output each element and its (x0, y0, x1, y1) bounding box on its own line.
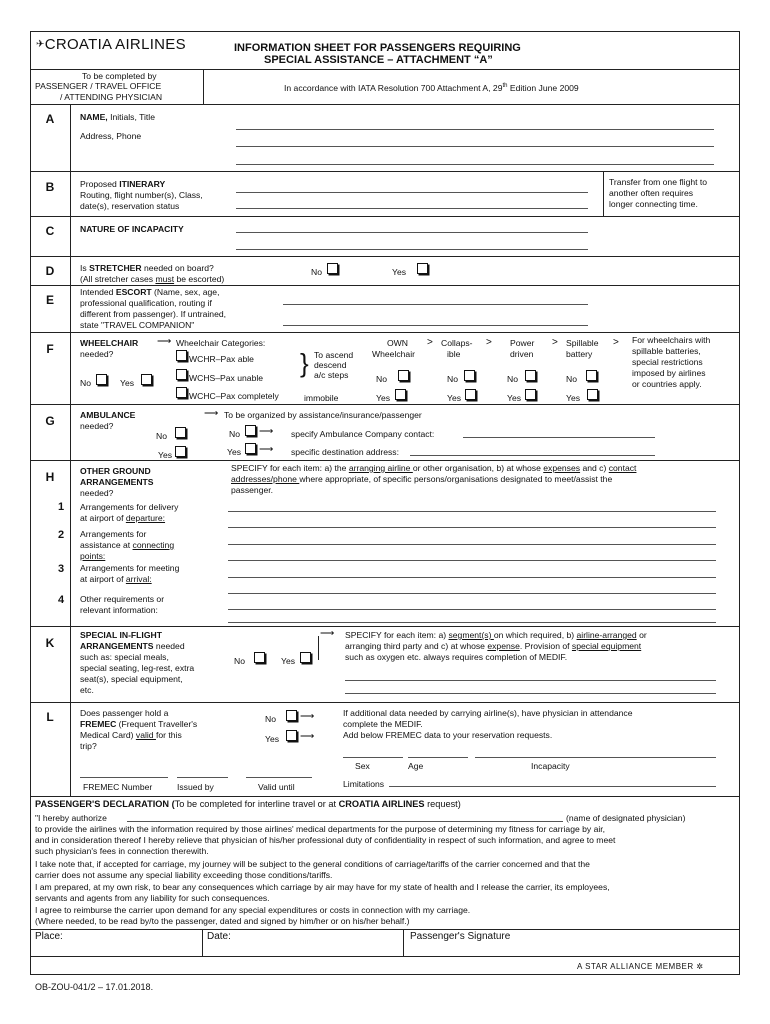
escort-field-1[interactable] (283, 304, 588, 305)
arrow-icon: ⟶ (259, 444, 274, 455)
spill-note-2: spillable batteries, (632, 346, 701, 356)
ground-item-1-label-2: at airport of departure: (80, 513, 166, 523)
declaration-p3: and in consideration thereof I hereby relieve that physician of his/her professional duty of confidentiality in respect of such information, and agree to meet (35, 835, 616, 845)
escort-desc-3: state "TRAVEL COMPANION" (80, 320, 195, 330)
ambulance-contact-label: specify Ambulance Company contact: (291, 429, 435, 439)
logo: ✈CROATIA AIRLINES (36, 36, 186, 53)
spillable-yes-checkbox[interactable] (587, 389, 598, 400)
fremec-label-1: Does passenger hold a (80, 708, 169, 718)
no-spill: No (566, 374, 577, 384)
incapacity-field-2[interactable] (236, 249, 588, 250)
arrow-icon: > (613, 337, 619, 348)
ground-item-3-number: 3 (58, 563, 65, 575)
itinerary-desc-2: date(s), reservation status (80, 201, 180, 211)
ground-label-2: ARRANGEMENTS (80, 477, 154, 487)
issued-by-field[interactable] (177, 777, 228, 778)
section-a-address-label: Address, Phone (80, 131, 142, 141)
arrow-icon: ⟶ (204, 408, 219, 419)
arrow-icon: ⟶ (320, 628, 335, 639)
wchc-label: WCHC–Pax completely (189, 391, 279, 401)
collapsible-no-checkbox[interactable] (464, 370, 475, 381)
inflight-specify-3: such as oxygen etc. always requires completion of MEDIF. (345, 652, 568, 662)
section-g-letter: G (45, 414, 55, 428)
spillable-no-checkbox[interactable] (586, 370, 597, 381)
spill-note-3: special restrictions (632, 357, 703, 367)
signature-field[interactable] (405, 945, 737, 955)
section-e-letter: E (45, 293, 54, 307)
escort-field-2[interactable] (283, 325, 588, 326)
ground-item-2-number: 2 (58, 529, 65, 541)
inflight-desc-2: special seating, leg-rest, extra (80, 663, 195, 673)
inflight-yes-checkbox[interactable] (300, 652, 311, 663)
stretcher-no-checkbox[interactable] (327, 263, 338, 274)
ground-field[interactable] (228, 577, 716, 578)
power-no-checkbox[interactable] (525, 370, 536, 381)
sex-label: Sex (355, 761, 370, 771)
valid-until-field[interactable] (246, 777, 312, 778)
collapsible-label-1: Collaps- (441, 338, 473, 348)
ground-item-4-label-2: relevant information: (80, 605, 158, 615)
fremec-info-1: If additional data needed by carrying airline(s), have physician in attendance (343, 708, 633, 718)
declaration-p6: carrier does not assume any special liability exceeding those conditions/tariffs. (35, 870, 333, 880)
section-d-letter: D (45, 264, 55, 278)
name-field[interactable] (236, 129, 714, 130)
ground-item-4-label: Other requirements or (80, 594, 165, 604)
fremec-incapacity-field[interactable] (475, 757, 716, 758)
declaration-p2: to provide the airlines with the information required by those airlines' medical departments for the purpose of determining my fitness for carriage by air, (35, 824, 606, 834)
arrow-icon: ⟶ (300, 711, 315, 722)
wchr-label: WCHR–Pax able (189, 354, 254, 364)
own-label-2: Wheelchair (372, 349, 415, 359)
wheelchair-yes-label: Yes (120, 378, 135, 388)
inflight-specify-2: arranging third party and c) at whose expense. Provision of special equipment (345, 641, 642, 651)
wheelchair-label: WHEELCHAIR (80, 338, 139, 348)
wchs-checkbox[interactable] (176, 369, 187, 380)
limitations-field[interactable] (389, 786, 716, 787)
section-b-letter: B (45, 180, 55, 194)
destination-field[interactable] (410, 455, 655, 456)
ground-field[interactable] (228, 593, 716, 594)
wheelchair-no-checkbox[interactable] (96, 374, 107, 385)
spill-note-4: imposed by airlines (632, 368, 706, 378)
ambulance-needed: needed? (80, 421, 114, 431)
ground-field[interactable] (228, 527, 716, 528)
no-power: No (507, 374, 518, 384)
inflight-label-1: SPECIAL IN-FLIGHT (80, 630, 162, 640)
form-code: OB-ZOU-041/2 – 17.01.2018. (35, 982, 154, 992)
declaration-p5: I take note that, if accepted for carriage, my journey will be subject to the general conditions of carriage/tariffs of the carrier concerned and that the (35, 859, 590, 869)
section-a-name-label: NAME, Initials, Title (80, 112, 155, 122)
section-l-letter: L (46, 710, 54, 724)
ground-item-4-number: 4 (58, 594, 65, 606)
wheelchair-yes-checkbox[interactable] (141, 374, 152, 385)
ground-item-1-number: 1 (58, 501, 65, 513)
collapsible-label-2: ible (447, 349, 461, 359)
completed-by-2: PASSENGER / TRAVEL OFFICE (35, 81, 162, 91)
title-line-1: INFORMATION SHEET FOR PASSENGERS REQUIRING (234, 42, 521, 54)
fremec-no-checkbox[interactable] (286, 710, 297, 721)
escort-desc-2: different from passenger). If untrained, (80, 309, 227, 319)
ambulance-yes-checkbox[interactable] (175, 446, 186, 457)
fremec-info-3: Add below FREMEC data to your reservation requests. (343, 730, 553, 740)
fremec-no-label: No (265, 714, 276, 724)
incapacity-field-1[interactable] (236, 232, 588, 233)
inflight-no-checkbox[interactable] (254, 652, 265, 663)
ambulance-no-label: No (156, 431, 167, 441)
ambulance-contact-field[interactable] (463, 437, 655, 438)
ambulance-org-no-label: No (229, 429, 240, 439)
declaration-p4: such physician's fees in connection therewith. (35, 846, 209, 856)
section-k-letter: K (45, 636, 55, 650)
inflight-desc-1: such as: special meals, (80, 652, 169, 662)
no-own: No (376, 374, 387, 384)
inflight-specify-1: SPECIFY for each item: a) segment(s) on which required, b) airline-arranged or (345, 630, 647, 640)
inflight-no-label: No (234, 656, 245, 666)
ground-item-3-label: Arrangements for meeting (80, 563, 180, 573)
stretcher-note: (All stretcher cases must be escorted) (80, 274, 225, 284)
spill-note-5: or countries apply. (632, 379, 702, 389)
age-label: Age (408, 761, 424, 771)
inflight-label-2: ARRANGEMENTS needed (80, 641, 185, 651)
wheelchair-no-label: No (80, 378, 91, 388)
incapacity-label: NATURE OF INCAPACITY (80, 224, 184, 234)
yes-collaps: Yes (447, 393, 462, 403)
stretcher-no-label: No (311, 267, 322, 277)
completed-by-3: / ATTENDING PHYSICIAN (60, 92, 163, 102)
ambulance-organized: To be organized by assistance/insurance/passenger (224, 410, 422, 420)
fremec-number-field[interactable] (80, 777, 168, 778)
yes-power: Yes (507, 393, 522, 403)
wheelchair-categories-label: Wheelchair Categories: (176, 338, 266, 348)
destination-label: specific destination address: (291, 447, 399, 457)
yes-spill: Yes (566, 393, 581, 403)
fremec-yes-label: Yes (265, 734, 280, 744)
wheelchair-needed: needed? (80, 349, 114, 359)
no-collaps: No (447, 374, 458, 384)
valid-until-label: Valid until (258, 782, 295, 792)
escort-label: Intended ESCORT (Name, sex, age, (80, 287, 220, 297)
wchr-checkbox[interactable] (176, 350, 187, 361)
fremec-sex-field[interactable] (343, 757, 403, 758)
arrow-icon: ⟶ (300, 731, 315, 742)
date-field[interactable] (204, 945, 402, 955)
logo-mark-icon: ✈ (36, 39, 45, 50)
ambulance-no-checkbox[interactable] (175, 427, 186, 438)
fremec-label-2: FREMEC (Frequent Traveller's (80, 719, 198, 729)
signature-label: Passenger's Signature (410, 931, 511, 942)
spillable-label-1: Spillable (566, 338, 599, 348)
ground-specify-1: SPECIFY for each item: a) the arranging airline or other organisation, b) at whose expenses and c) contact (231, 463, 637, 473)
power-yes-checkbox[interactable] (525, 389, 536, 400)
spill-note-1: For wheelchairs with (632, 335, 711, 345)
declaration-p7: I am prepared, at my own risk, to bear any consequences which carriage by air may have for my state of health and I release the carrier, its employees, (35, 882, 610, 892)
star-alliance-icon: ✲ (696, 962, 704, 971)
arrow-icon: > (486, 337, 492, 348)
wchc-checkbox[interactable] (176, 387, 187, 398)
own-yes-checkbox[interactable] (395, 389, 406, 400)
transfer-note-3: longer connecting time. (609, 199, 698, 209)
issued-by-label: Issued by (177, 782, 214, 792)
inflight-yes-label: Yes (281, 656, 296, 666)
ground-item-3-label-2: at airport of arrival: (80, 574, 152, 584)
ascend-label-2: descend (314, 360, 347, 370)
ambulance-yes-label: Yes (158, 450, 173, 460)
declaration-title: PASSENGER'S DECLARATION (To be completed for interline travel or at CROATIA AIRLINES request) (35, 799, 461, 809)
arrow-icon: > (552, 337, 558, 348)
ground-needed: needed? (80, 488, 114, 498)
ground-item-2-label-3: points: (80, 551, 106, 561)
declaration-p8: servants and agents from any liability for such consequences. (35, 893, 270, 903)
arrow-icon: > (427, 337, 433, 348)
date-label: Date: (207, 931, 231, 942)
section-c-letter: C (45, 224, 55, 238)
stretcher-yes-checkbox[interactable] (417, 263, 428, 274)
stretcher-yes-label: Yes (392, 267, 407, 277)
transfer-note-2: another often requires (609, 188, 694, 198)
physician-name-field[interactable] (127, 821, 563, 822)
brace-icon: } (300, 348, 309, 378)
place-field[interactable] (31, 945, 201, 955)
fremec-label-3: Medical Card) valid for this (80, 730, 182, 740)
declaration-p10: (Where needed, to be read by/to the passenger, dated and signed by him/her or on his/her behalf.) (35, 916, 410, 926)
wchc-immobile: immobile (304, 393, 339, 403)
ground-field[interactable] (228, 544, 716, 545)
inflight-field-2[interactable] (345, 693, 716, 694)
section-h-letter: H (45, 470, 55, 484)
fremec-yes-checkbox[interactable] (286, 730, 297, 741)
declaration-p1: "I hereby authorize (35, 813, 107, 823)
section-f-letter: F (46, 342, 54, 356)
incapacity-sub-label: Incapacity (531, 761, 570, 771)
limitations-label: Limitations (343, 779, 385, 789)
star-alliance: A STAR ALLIANCE MEMBER ✲ (577, 962, 704, 971)
ambulance-org-no-checkbox[interactable] (245, 425, 256, 436)
escort-desc-1: professional qualification, routing if (80, 298, 212, 308)
fremec-label-4: trip? (80, 741, 97, 751)
ground-field[interactable] (228, 609, 716, 610)
yes-own: Yes (376, 393, 391, 403)
inflight-field-1[interactable] (345, 680, 716, 681)
fremec-age-field[interactable] (408, 757, 468, 758)
ground-item-1-label: Arrangements for delivery (80, 502, 179, 512)
inflight-desc-4: etc. (80, 685, 94, 695)
place-label: Place: (35, 931, 63, 942)
declaration-p9: I agree to reimburse the carrier upon demand for any special expenditures or costs in connection with my carriage. (35, 905, 471, 915)
own-no-checkbox[interactable] (398, 370, 409, 381)
spillable-label-2: battery (566, 349, 593, 359)
inflight-desc-3: seat(s), special equipment, (80, 674, 183, 684)
address-field-2[interactable] (236, 164, 714, 165)
itinerary-field-1[interactable] (236, 192, 588, 193)
ground-field[interactable] (228, 560, 716, 561)
transfer-note-1: Transfer from one flight to (609, 177, 708, 187)
ambulance-org-yes-label: Yes (227, 447, 242, 457)
ascend-label-3: a/c steps (314, 370, 349, 380)
stretcher-label: Is STRETCHER needed on board? (80, 263, 214, 273)
itinerary-desc-1: Routing, flight number(s), Class, (80, 190, 203, 200)
completed-by-1: To be completed by (82, 71, 157, 81)
collapsible-yes-checkbox[interactable] (465, 389, 476, 400)
title-line-2: SPECIAL ASSISTANCE – ATTACHMENT “A” (264, 54, 493, 66)
address-field-1[interactable] (236, 146, 714, 147)
ground-specify-3: passenger. (231, 485, 274, 495)
section-a-letter: A (45, 112, 55, 126)
own-label-1: OWN (387, 338, 409, 348)
ground-item-2-label-2: assistance at connecting (80, 540, 175, 550)
ground-specify-2: addresses/phone where appropriate, of specific persons/organisations designated to meet/assist the (231, 474, 613, 484)
arrow-icon: ⟶ (259, 426, 274, 437)
itinerary-field-2[interactable] (236, 208, 588, 209)
wchs-label: WCHS–Pax unable (189, 373, 264, 383)
ground-field[interactable] (228, 622, 716, 623)
ambulance-org-yes-checkbox[interactable] (245, 443, 256, 454)
arrow-icon: ⟶ (157, 336, 172, 347)
iata-note: In accordance with IATA Resolution 700 Attachment A, 29th Edition June 2009 (284, 82, 579, 93)
fremec-number-label: FREMEC Number (83, 782, 153, 792)
ground-item-2-label: Arrangements for (80, 529, 147, 539)
ambulance-label: AMBULANCE (80, 410, 136, 420)
itinerary-label: Proposed ITINERARY (80, 179, 166, 189)
power-label-2: driven (510, 349, 534, 359)
physician-name-label: (name of designated physician) (566, 813, 686, 823)
ground-field[interactable] (228, 511, 716, 512)
ascend-label-1: To ascend (314, 350, 354, 360)
power-label-1: Power (510, 338, 535, 348)
fremec-info-2: complete the MEDIF. (343, 719, 423, 729)
ground-label-1: OTHER GROUND (80, 466, 151, 476)
